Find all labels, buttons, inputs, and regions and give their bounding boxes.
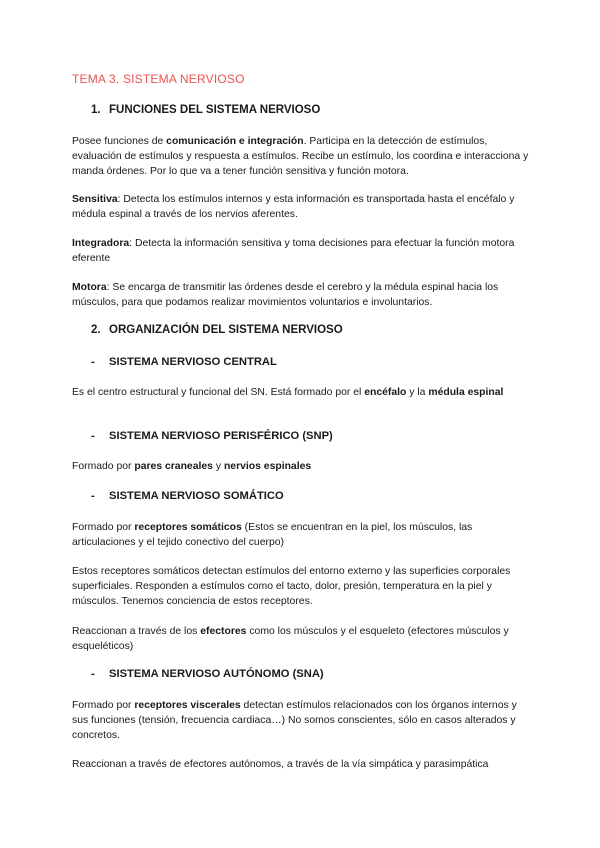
bold-term: médula espinal	[428, 387, 504, 398]
text-run: Formado por	[72, 700, 135, 711]
text-run: y la	[406, 387, 429, 398]
subsection-heading-central	[91, 356, 277, 368]
list-dash: -	[91, 490, 95, 502]
bold-term: Sensitiva	[72, 194, 118, 205]
text-run: : Detecta la información sensitiva y toma decisiones para efectuar la función motora eferente	[72, 238, 515, 265]
bold-term: Integradora	[72, 238, 130, 249]
text-run: . Participa en la detección de estímulos, evaluación de estímulos y respuesta a estímulos. Recibe un estímulo, los coordina e interacciona y manda órdenes. Por lo que va a tener función sensitiva y función motora.	[72, 136, 529, 178]
bold-term: receptores somáticos	[134, 522, 242, 533]
paragraph-funciones-intro	[72, 134, 532, 180]
section-heading-text: ORGANIZACIÓN DEL SISTEMA NERVIOSO	[109, 324, 343, 336]
text-run: Estos receptores somáticos detectan estímulos del entorno externo y las superficies corporales superficiales. Responden a estímulos como el tacto, dolor, presión, temperatura en la piel y músculos. Tenemos conciencia de estos receptores.	[72, 566, 511, 608]
subsection-heading-somatico	[91, 490, 284, 502]
paragraph-central	[72, 385, 532, 400]
text-run: Formado por	[72, 522, 135, 533]
paragraph-motora	[72, 280, 532, 310]
text-run: : Se encarga de transmitir las órdenes desde el cerebro y la médula espinal hacia los músculos, para que podamos realizar movimientos voluntarios e involuntarios.	[72, 282, 499, 309]
bold-term: Motora	[72, 282, 107, 293]
paragraph-autonomo-2	[72, 757, 532, 772]
bold-term: efectores	[200, 626, 247, 637]
section-heading-organizacion	[91, 324, 343, 336]
subsection-heading-text: SISTEMA NERVIOSO AUTÓNOMO (SNA)	[109, 668, 324, 680]
bold-term: encéfalo	[364, 387, 407, 398]
text-run: detectan estímulos relacionados con los órganos internos y sus funciones (tensión, frecuencia cardiaca…) No somos conscientes, sólo en casos alterados y concretos.	[72, 700, 517, 742]
paragraph-somatico-3	[72, 624, 532, 654]
paragraph-integradora	[72, 236, 532, 266]
section-number: 1.	[91, 104, 101, 116]
bold-term: pares craneales	[134, 461, 213, 472]
section-number: 2.	[91, 324, 101, 336]
text-run: Reaccionan a través de efectores autónomos, a través de la vía simpática y parasimpática	[72, 759, 489, 770]
bold-term: comunicación e integración	[166, 136, 304, 147]
text-run: Reaccionan a través de los	[72, 626, 201, 637]
document-title: TEMA 3. SISTEMA NERVIOSO	[72, 72, 245, 86]
section-heading-funciones	[91, 104, 320, 116]
section-heading-text: FUNCIONES DEL SISTEMA NERVIOSO	[109, 104, 321, 116]
subsection-heading-text: SISTEMA NERVIOSO SOMÁTICO	[109, 490, 284, 502]
paragraph-somatico-1	[72, 520, 532, 550]
list-dash: -	[91, 430, 95, 442]
paragraph-autonomo-1	[72, 698, 532, 744]
subsection-heading-text: SISTEMA NERVIOSO CENTRAL	[109, 356, 277, 368]
paragraph-periferico	[72, 459, 532, 474]
text-run: (Estos se encuentran en la piel, los músculos, las articulaciones y el tejido conectivo del cuerpo)	[72, 522, 473, 549]
paragraph-somatico-2	[72, 564, 532, 610]
text-run: : Detecta los estímulos internos y esta información es transportada hasta el encéfalo y médula espinal a través de los nervios aferentes.	[72, 194, 515, 221]
text-run: Posee funciones de	[72, 136, 167, 147]
text-run: y	[212, 461, 224, 472]
subsection-heading-text: SISTEMA NERVIOSO PERISFÉRICO (SNP)	[109, 430, 333, 442]
text-run: Formado por	[72, 461, 135, 472]
bold-term: nervios espinales	[223, 461, 312, 472]
paragraph-sensitiva	[72, 192, 532, 222]
subsection-heading-autonomo	[91, 668, 324, 680]
list-dash: -	[91, 668, 95, 680]
list-dash: -	[91, 356, 95, 368]
bold-term: receptores viscerales	[134, 700, 241, 711]
text-run: Es el centro estructural y funcional del SN. Está formado por el	[72, 387, 365, 398]
text-run: como los músculos y el esqueleto (efectores músculos y esqueléticos)	[72, 626, 509, 653]
subsection-heading-periferico	[91, 430, 333, 442]
